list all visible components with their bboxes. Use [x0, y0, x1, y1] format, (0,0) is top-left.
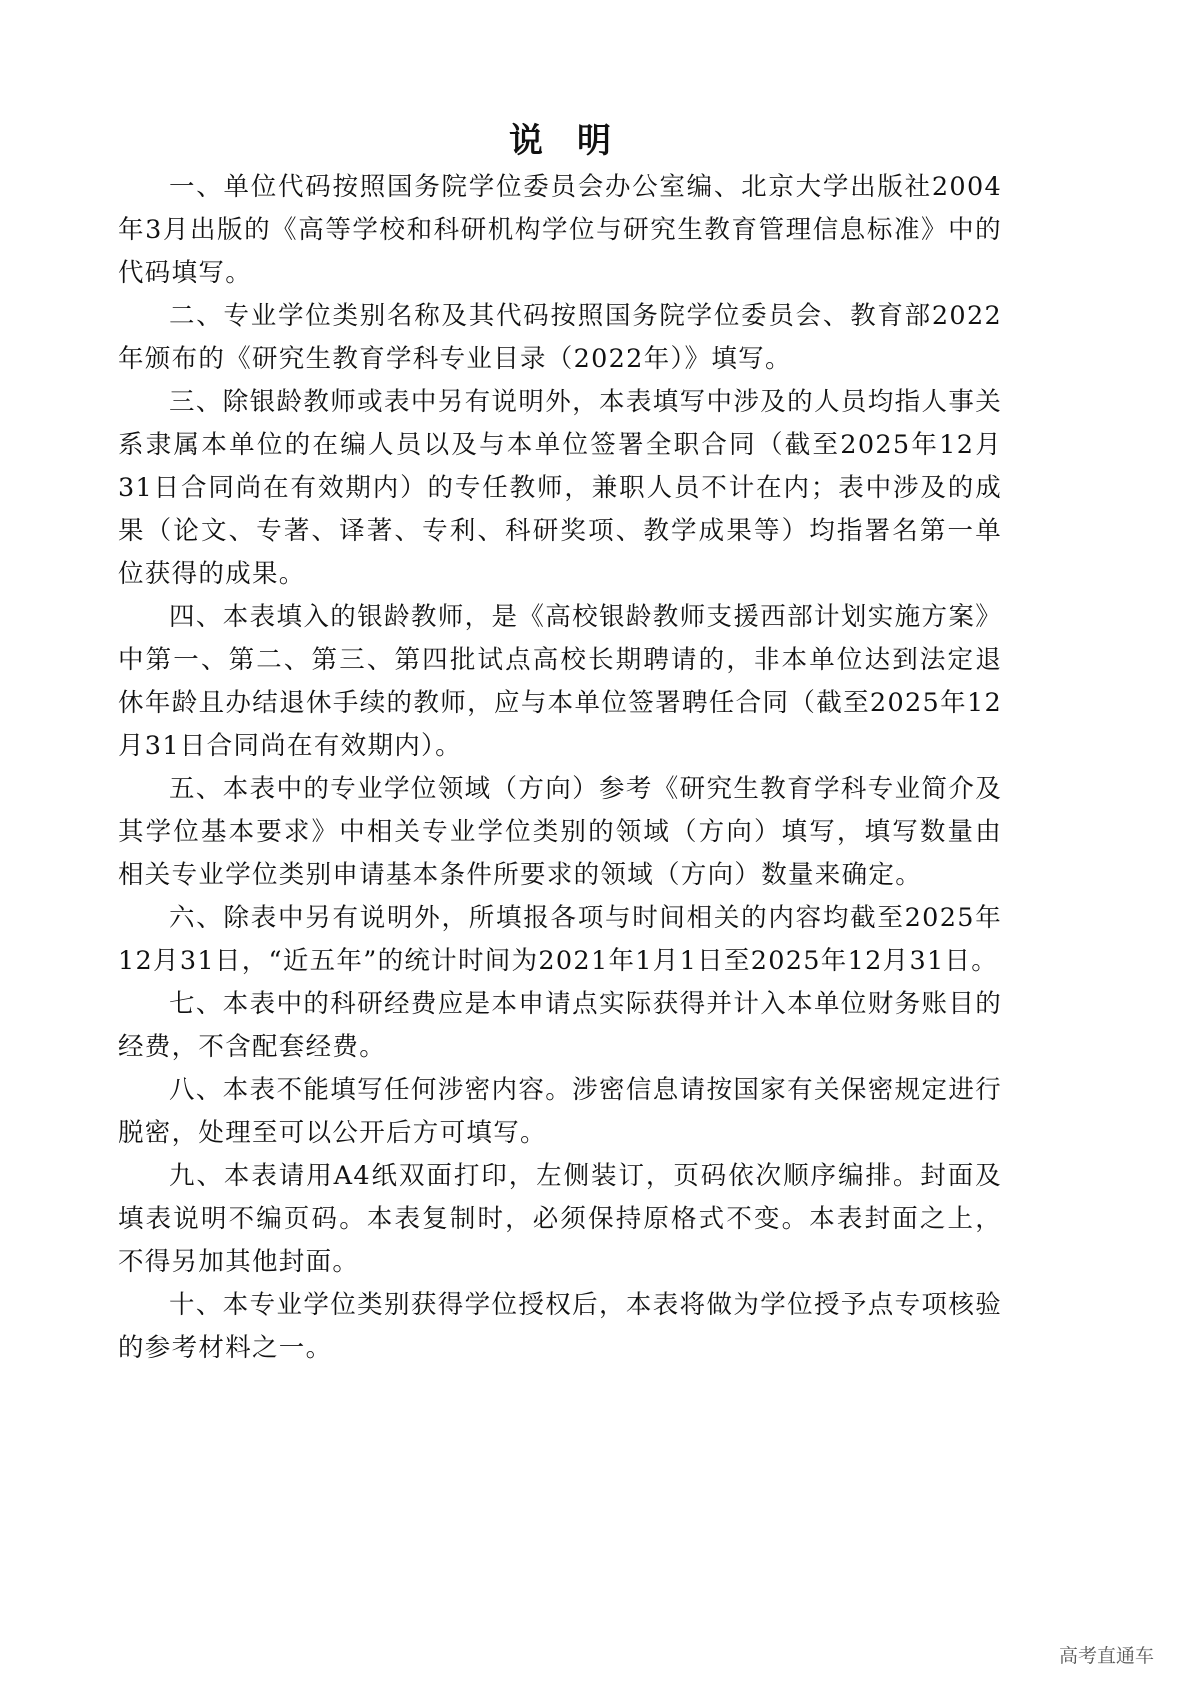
- instruction-item-2: 二、专业学位类别名称及其代码按照国务院学位委员会、教育部2022年颁布的《研究生教育学科专业目录（2022年）》填写。: [118, 301, 1002, 374]
- watermark: 高考直通车: [1058, 1645, 1154, 1667]
- instruction-item-3: 三、除银龄教师或表中另有说明外，本表填写中涉及的人员均指人事关系隶属本单位的在编人员以及与本单位签署全职合同（截至2025年12月31日合同尚在有效期内）的专任教师，兼职人员不计在内；表中涉及的成果（论文、专著、译著、专利、科研奖项、教学成果等）均指署名第一单位获得的成果。: [118, 387, 1002, 589]
- instruction-item-1: 一、单位代码按照国务院学位委员会办公室编、北京大学出版社2004年3月出版的《高等学校和科研机构学位与研究生教育管理信息标准》中的代码填写。: [118, 172, 1002, 288]
- page-title: 说明: [509, 121, 645, 161]
- instruction-item-9: 九、本表请用A4纸双面打印，左侧装订，页码依次顺序编排。封面及填表说明不编页码。本表复制时，必须保持原格式不变。本表封面之上，不得另加其他封面。: [118, 1161, 1002, 1277]
- instruction-item-7: 七、本表中的科研经费应是本申请点实际获得并计入本单位财务账目的经费，不含配套经费。: [118, 989, 1002, 1062]
- instruction-item-4: 四、本表填入的银龄教师，是《高校银龄教师支援西部计划实施方案》中第一、第二、第三、第四批试点高校长期聘请的，非本单位达到法定退休年龄且办结退休手续的教师，应与本单位签署聘任合同（截至2025年12月31日合同尚在有效期内）。: [118, 602, 1002, 761]
- instruction-item-10: 十、本专业学位类别获得学位授权后，本表将做为学位授予点专项核验的参考材料之一。: [118, 1290, 1002, 1363]
- instruction-item-6: 六、除表中另有说明外，所填报各项与时间相关的内容均截至2025年12月31日，“近五年”的统计时间为2021年1月1日至2025年12月31日。: [118, 903, 1002, 976]
- instruction-item-8: 八、本表不能填写任何涉密内容。涉密信息请按国家有关保密规定进行脱密，处理至可以公开后方可填写。: [118, 1075, 1002, 1148]
- document-page: [118, 118, 1002, 1370]
- instruction-item-5: 五、本表中的专业学位领域（方向）参考《研究生教育学科专业简介及其学位基本要求》中相关专业学位类别的领域（方向）填写，填写数量由相关专业学位类别申请基本条件所要求的领域（方向）数量来确定。: [118, 774, 1002, 890]
